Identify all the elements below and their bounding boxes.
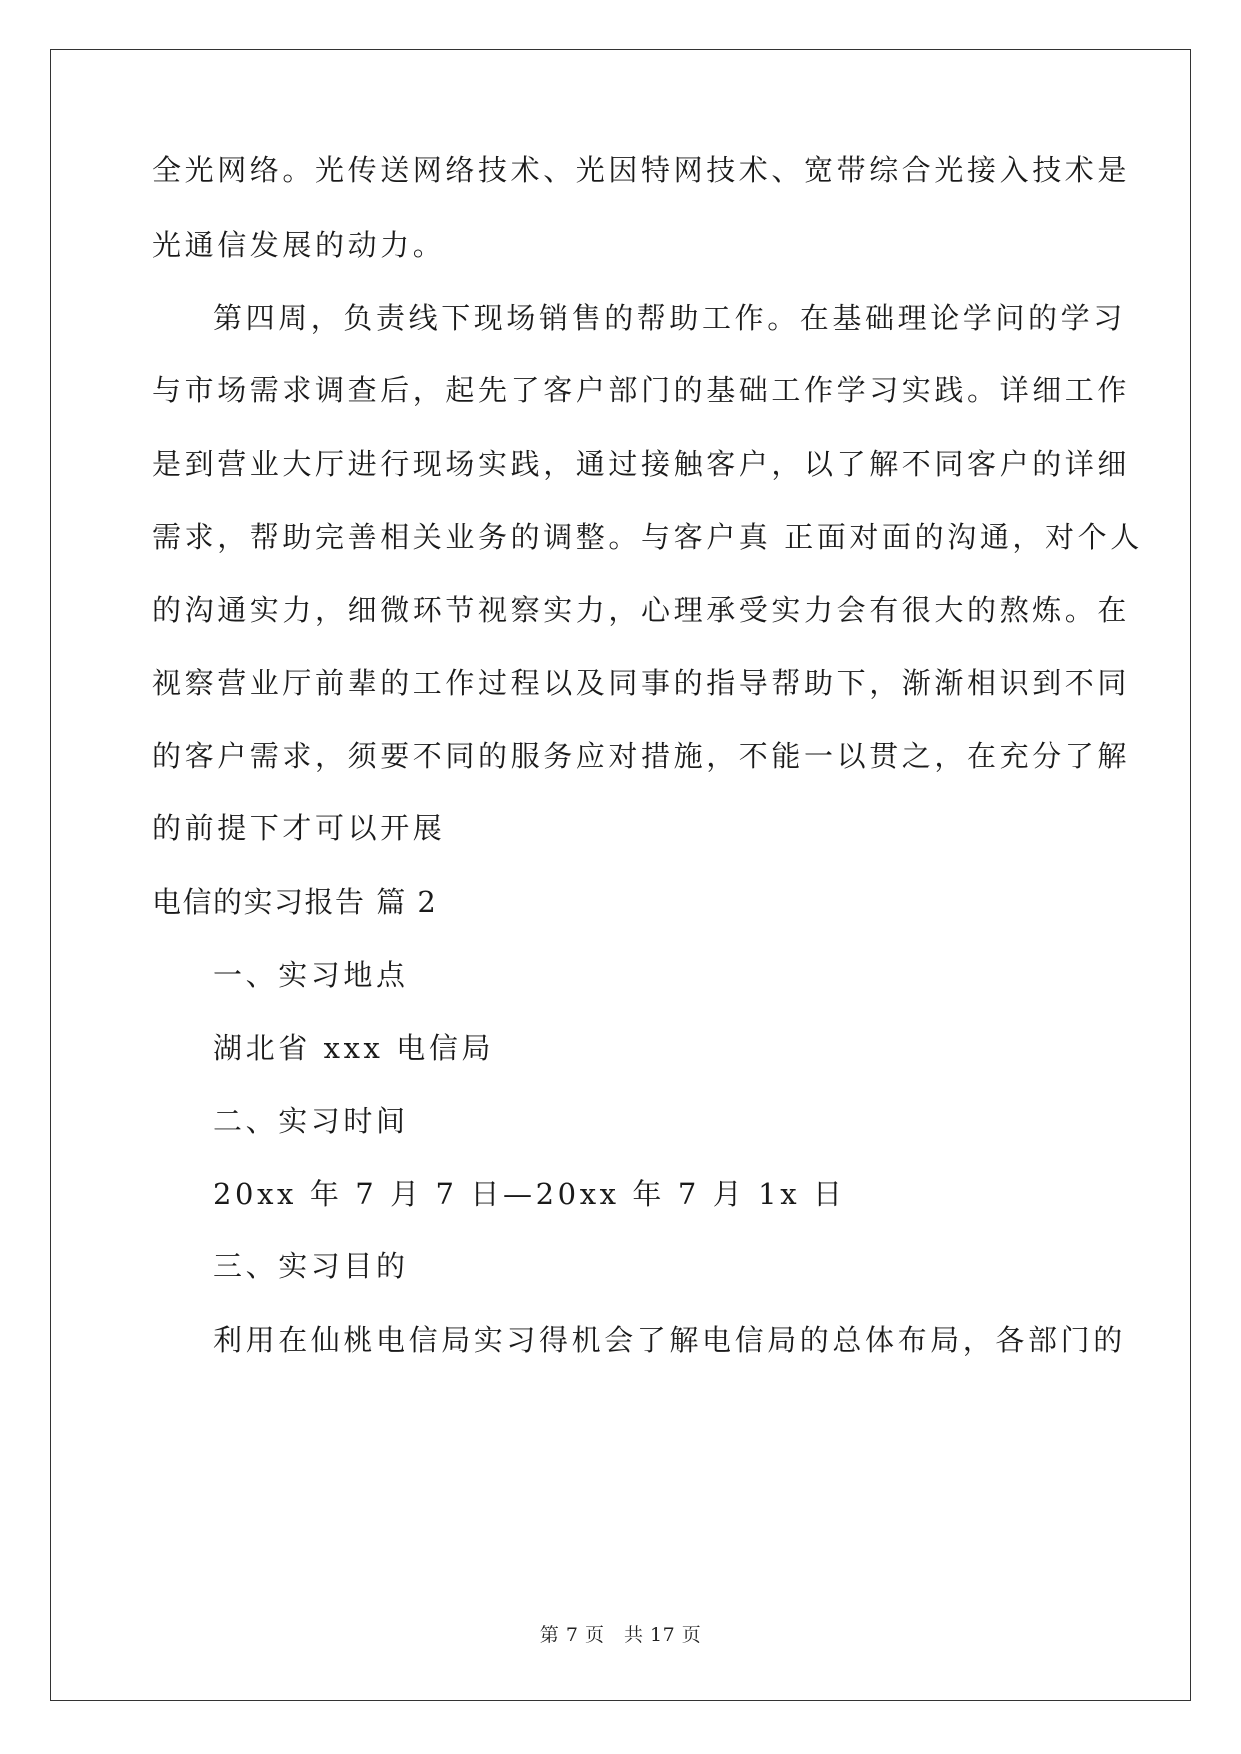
text-line: 的前提下才可以开展	[152, 811, 446, 845]
text-line: 是到营业大厅进行现场实践，通过接触客户，以了解不同客户的详细	[152, 447, 1131, 481]
list-item: 三、实习目的	[213, 1249, 409, 1283]
text-line: 的沟通实力，细微环节视察实力，心理承受实力会有很大的熬炼。在	[152, 593, 1131, 627]
text-line: 与市场需求调查后，起先了客户部门的基础工作学习实践。详细工作	[152, 373, 1131, 407]
text-line: 需求，帮助完善相关业务的调整。与客户真 正面对面的沟通，对个人	[152, 520, 1143, 554]
list-item: 湖北省 xxx 电信局	[213, 1031, 495, 1065]
text-line: 光通信发展的动力。	[152, 228, 446, 262]
list-item: 二、实习时间	[213, 1104, 409, 1138]
text-line: 视察营业厅前辈的工作过程以及同事的指导帮助下，渐渐相识到不同	[152, 666, 1131, 700]
list-item: 利用在仙桃电信局实习得机会了解电信局的总体布局，各部门的	[213, 1323, 1126, 1357]
list-item: 一、实习地点	[213, 958, 409, 992]
text-line: 第四周，负责线下现场销售的帮助工作。在基础理论学问的学习	[213, 301, 1126, 335]
text-line: 全光网络。光传送网络技术、光因特网技术、宽带综合光接入技术是	[152, 153, 1131, 187]
page-border	[50, 49, 1191, 1701]
section-title: 电信的实习报告 篇 2	[152, 885, 438, 919]
list-item: 20xx 年 7 月 7 日—20xx 年 7 月 1x 日	[213, 1177, 846, 1211]
text-line: 的客户需求，须要不同的服务应对措施，不能一以贯之，在充分了解	[152, 739, 1131, 773]
page-number: 第 7 页 共 17 页	[539, 1624, 702, 1646]
